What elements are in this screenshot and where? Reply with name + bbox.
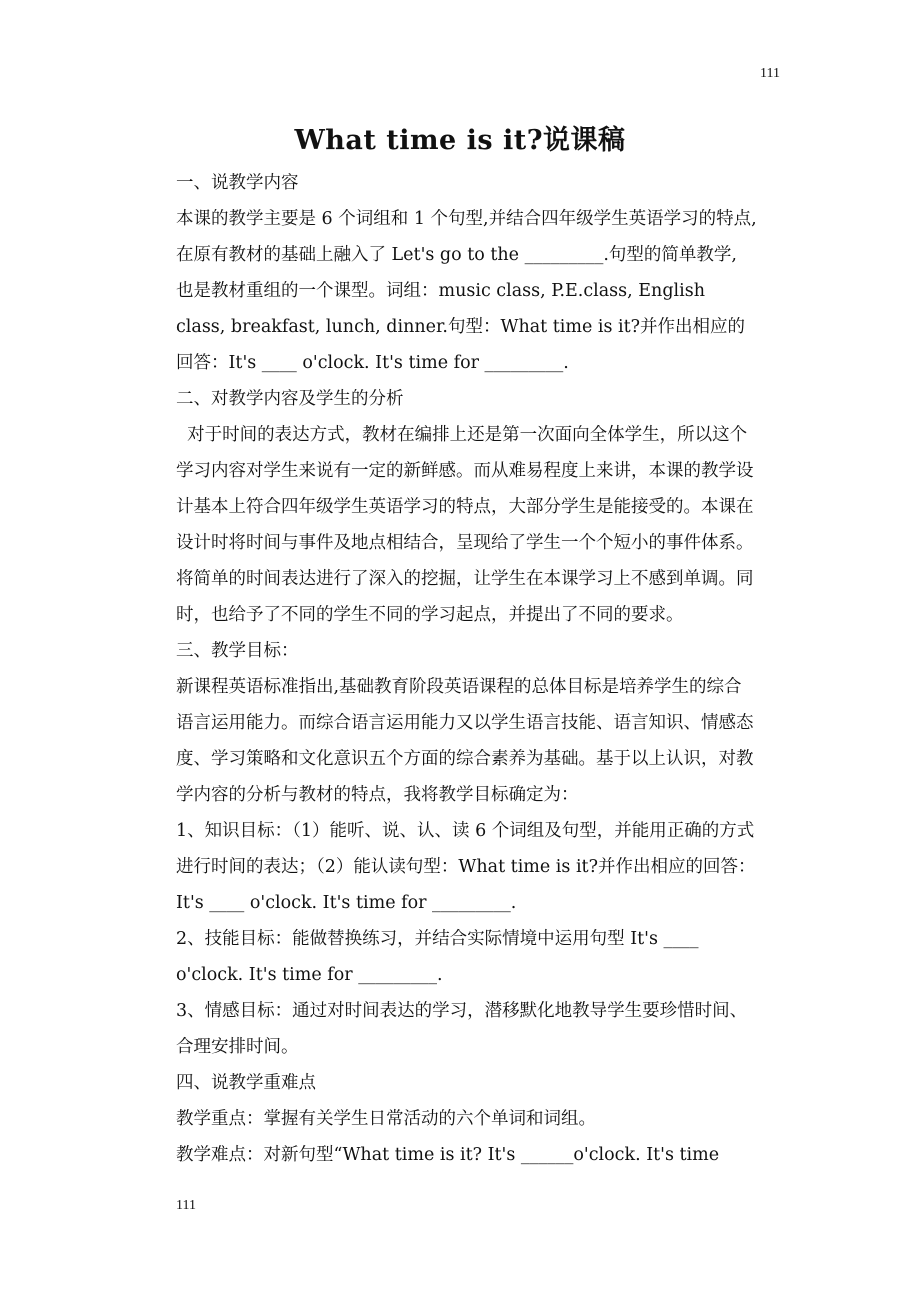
paragraph-line: 计基本上符合四年级学生英语学习的特点，大部分学生是能接受的。本课在 <box>176 497 754 517</box>
footer-page-number: 111 <box>176 1198 196 1213</box>
paragraph-line: 2、技能目标：能做替换练习，并结合实际情境中运用句型 It's ____ <box>176 929 699 949</box>
paragraph-line: 1、知识目标：（1）能听、说、认、读 6 个词组及句型，并能用正确的方式 <box>176 821 755 841</box>
paragraph-line: 合理安排时间。 <box>176 1037 299 1057</box>
paragraph-line: 度、学习策略和文化意识五个方面的综合素养为基础。基于以上认识，对教 <box>176 749 754 769</box>
paragraph-line: 教学重点：掌握有关学生日常活动的六个单词和词组。 <box>176 1109 596 1129</box>
paragraph-line: 本课的教学主要是 6 个词组和 1 个句型,并结合四年级学生英语学习的特点, <box>176 209 757 229</box>
paragraph-line: o'clock. It's time for _________. <box>176 965 443 985</box>
paragraph-line: It's ____ o'clock. It's time for _________. <box>176 893 517 913</box>
paragraph-line: 学内容的分析与教材的特点，我将教学目标确定为： <box>176 785 579 805</box>
document-body <box>176 165 796 1173</box>
paragraph-line: 语言运用能力。而综合语言运用能力又以学生语言技能、语言知识、情感态 <box>176 713 754 733</box>
paragraph-line: 进行时间的表达；（2）能认读句型：What time is it?并作出相应的回答： <box>176 857 756 877</box>
paragraph-line: 在原有教材的基础上融入了 Let's go to the _________.句型的简单教学, <box>176 245 737 265</box>
paragraph-line: 设计时将时间与事件及地点相结合，呈现给了学生一个个短小的事件体系。 <box>176 533 754 553</box>
section-heading: 二、对教学内容及学生的分析 <box>176 389 404 409</box>
header-page-number: 111 <box>760 66 780 81</box>
section-heading: 四、说教学重难点 <box>176 1073 316 1093</box>
paragraph-line: 对于时间的表达方式，教材在编排上还是第一次面向全体学生，所以这个 <box>176 425 748 445</box>
paragraph-line: class, breakfast, lunch, dinner.句型：What time is it?并作出相应的 <box>176 317 746 337</box>
paragraph-line: 时，也给予了不同的学生不同的学习起点，并提出了不同的要求。 <box>176 605 684 625</box>
paragraph-line: 将简单的时间表达进行了深入的挖掘，让学生在本课学习上不感到单调。同 <box>176 569 754 589</box>
paragraph-line: 教学难点：对新句型“What time is it? It's ______o'clock. It's time <box>176 1145 720 1165</box>
section-heading: 一、说教学内容 <box>176 173 299 193</box>
paragraph-line: 学习内容对学生来说有一定的新鲜感。而从难易程度上来讲，本课的教学设 <box>176 461 754 481</box>
document-title: What time is it?说课稿 <box>294 125 626 156</box>
paragraph-line: 新课程英语标准指出,基础教育阶段英语课程的总体目标是培养学生的综合 <box>176 677 742 697</box>
paragraph-line: 3、情感目标：通过对时间表达的学习，潜移默化地教导学生要珍惜时间、 <box>176 1001 748 1021</box>
paragraph-line: 回答：It's ____ o'clock. It's time for _________. <box>176 353 569 373</box>
section-heading: 三、教学目标： <box>176 641 299 661</box>
paragraph-line: 也是教材重组的一个课型。词组：music class, P.E.class, English <box>176 281 705 301</box>
